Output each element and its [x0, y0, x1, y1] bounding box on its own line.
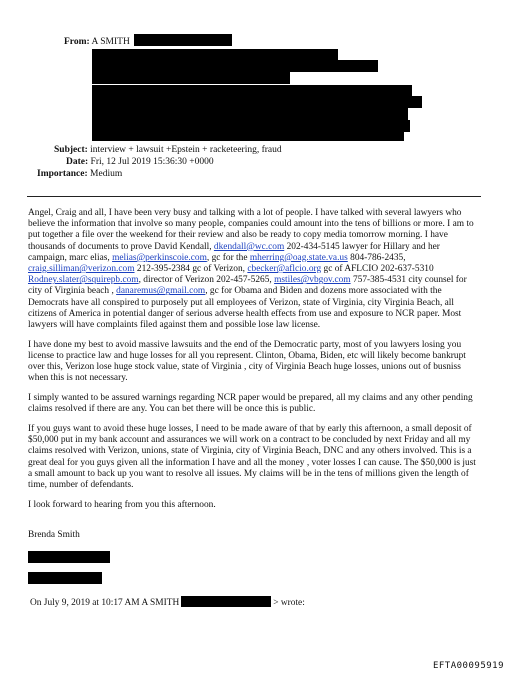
from-label: From:	[64, 37, 90, 47]
body-paragraph: If you guys want to avoid these huge losses, I need to be made aware of that by early this afternoon, a small deposit of $50,000 put in my bank account and assurances we will work on a contract to be concluded by next Friday and all my claims resolved with Verizon, unions, state of Virginia, city of Virginia Beach, DNC and any others involved. This is a great deal for you guys given all the information I have and all the money , voter losses I can cause. The $50,000 is just a small amount to back up you want to resolve all issues. My claims will be in the tens of millions given the length of time, number of defendants.	[28, 423, 476, 490]
redaction-block	[28, 551, 110, 563]
subject-value: interview + lawsuit +Epstein + racketeering, fraud	[90, 145, 282, 155]
quoted-reply-header	[30, 596, 305, 608]
redaction-block	[92, 72, 290, 84]
date-line	[66, 156, 214, 168]
bates-number: EFTA00095919	[432, 661, 504, 671]
quoted-suffix: > wrote:	[273, 598, 305, 608]
email-link[interactable]: craig.silliman@verizon.com	[28, 264, 135, 275]
importance-line	[37, 168, 122, 180]
redaction-block	[181, 596, 271, 607]
email-link[interactable]: melias@perkinscoie.com	[112, 252, 207, 263]
email-link[interactable]: dkendall@wc.com	[213, 241, 285, 252]
redaction-block	[134, 34, 232, 46]
subject-label: Subject:	[54, 145, 88, 155]
email-link[interactable]: danaremus@gmail.com	[116, 286, 206, 297]
quoted-prefix: On July 9, 2019 at 10:17 AM A SMITH	[30, 598, 180, 608]
email-link[interactable]: mstiles@vbgov.com	[274, 275, 351, 286]
body-paragraph: I look forward to hearing from you this afternoon.	[28, 499, 216, 510]
header-divider	[27, 196, 481, 197]
email-link[interactable]: cbecker@aflcio.org	[247, 264, 322, 275]
signature: Brenda Smith	[28, 530, 80, 540]
email-link[interactable]: mherring@oag.state.va.us	[249, 252, 348, 263]
from-value: A SMITH	[91, 37, 130, 47]
subject-line	[54, 144, 282, 156]
date-label: Date:	[66, 157, 89, 167]
date-value: Fri, 12 Jul 2019 15:36:30 +0000	[90, 157, 214, 167]
email-body	[28, 208, 480, 519]
redaction-block	[92, 96, 422, 108]
email-link[interactable]: Rodney.slater@squirepb.com	[28, 275, 139, 286]
redaction-block	[92, 108, 408, 120]
body-paragraph: Angel, Craig and all, I have been very busy and talking with a lot of people. I have talked with several lawyers who believe the information that involve so many people, companies could amount into the tens of billions or more. I am to put together a file over the weekend for their review and also be ready to copy media tomorrow morning. I have thousands of documents to prove David Kendall, dkendall@wc.com 202-434-5145 lawyer for Hillary and her campaign, marc elias, melias@perkinscoie.com, gc for the mherring@oag.state.va.us 804-786-2435, craig.silliman@verizon.com 212-395-2384 gc of Verizon, cbecker@aflcio.org gc of AFLCIO 202-637-5310 Rodney.slater@squirepb.com, director of Verizon 202-457-5265, mstiles@vbgov.com 757-385-4531 city counsel for city of Virginia beach , danaremus@gmail.com, gc for Obama and Biden and dozens more associated with the Democrats have all conspired to purposely put all employees of Verizon, state of Virginia, city Virginia Beach, all citizens of America in potential danger of serious adverse health effects from use and exposure to NCR paper. Most lawyers will have complaints filed against them and possible lose law license.	[28, 208, 474, 331]
redaction-block	[28, 572, 102, 584]
body-paragraph: I simply wanted to be assured warnings regarding NCR paper would be prepared, all my claims and any other pending claims resolved if there are any. You can bet there will be once this is public.	[28, 393, 473, 415]
body-paragraph: I have done my best to avoid massive lawsuits and the end of the Democratic party, most of you lawyers losing you license to practice law and huge losses for all you represent. Clinton, Obama, Biden, etc will likely become bankrupt over this, Verizon lose huge stock value, state of Virginia , city of Virginia Beach huge losses, unions out of busniss when this is not necessary.	[28, 339, 466, 384]
from-line	[64, 36, 130, 48]
redaction-block	[92, 60, 378, 72]
importance-value: Medium	[90, 169, 123, 179]
redaction-block	[92, 130, 404, 141]
importance-label: Importance:	[37, 169, 88, 179]
redaction-block	[92, 85, 412, 96]
